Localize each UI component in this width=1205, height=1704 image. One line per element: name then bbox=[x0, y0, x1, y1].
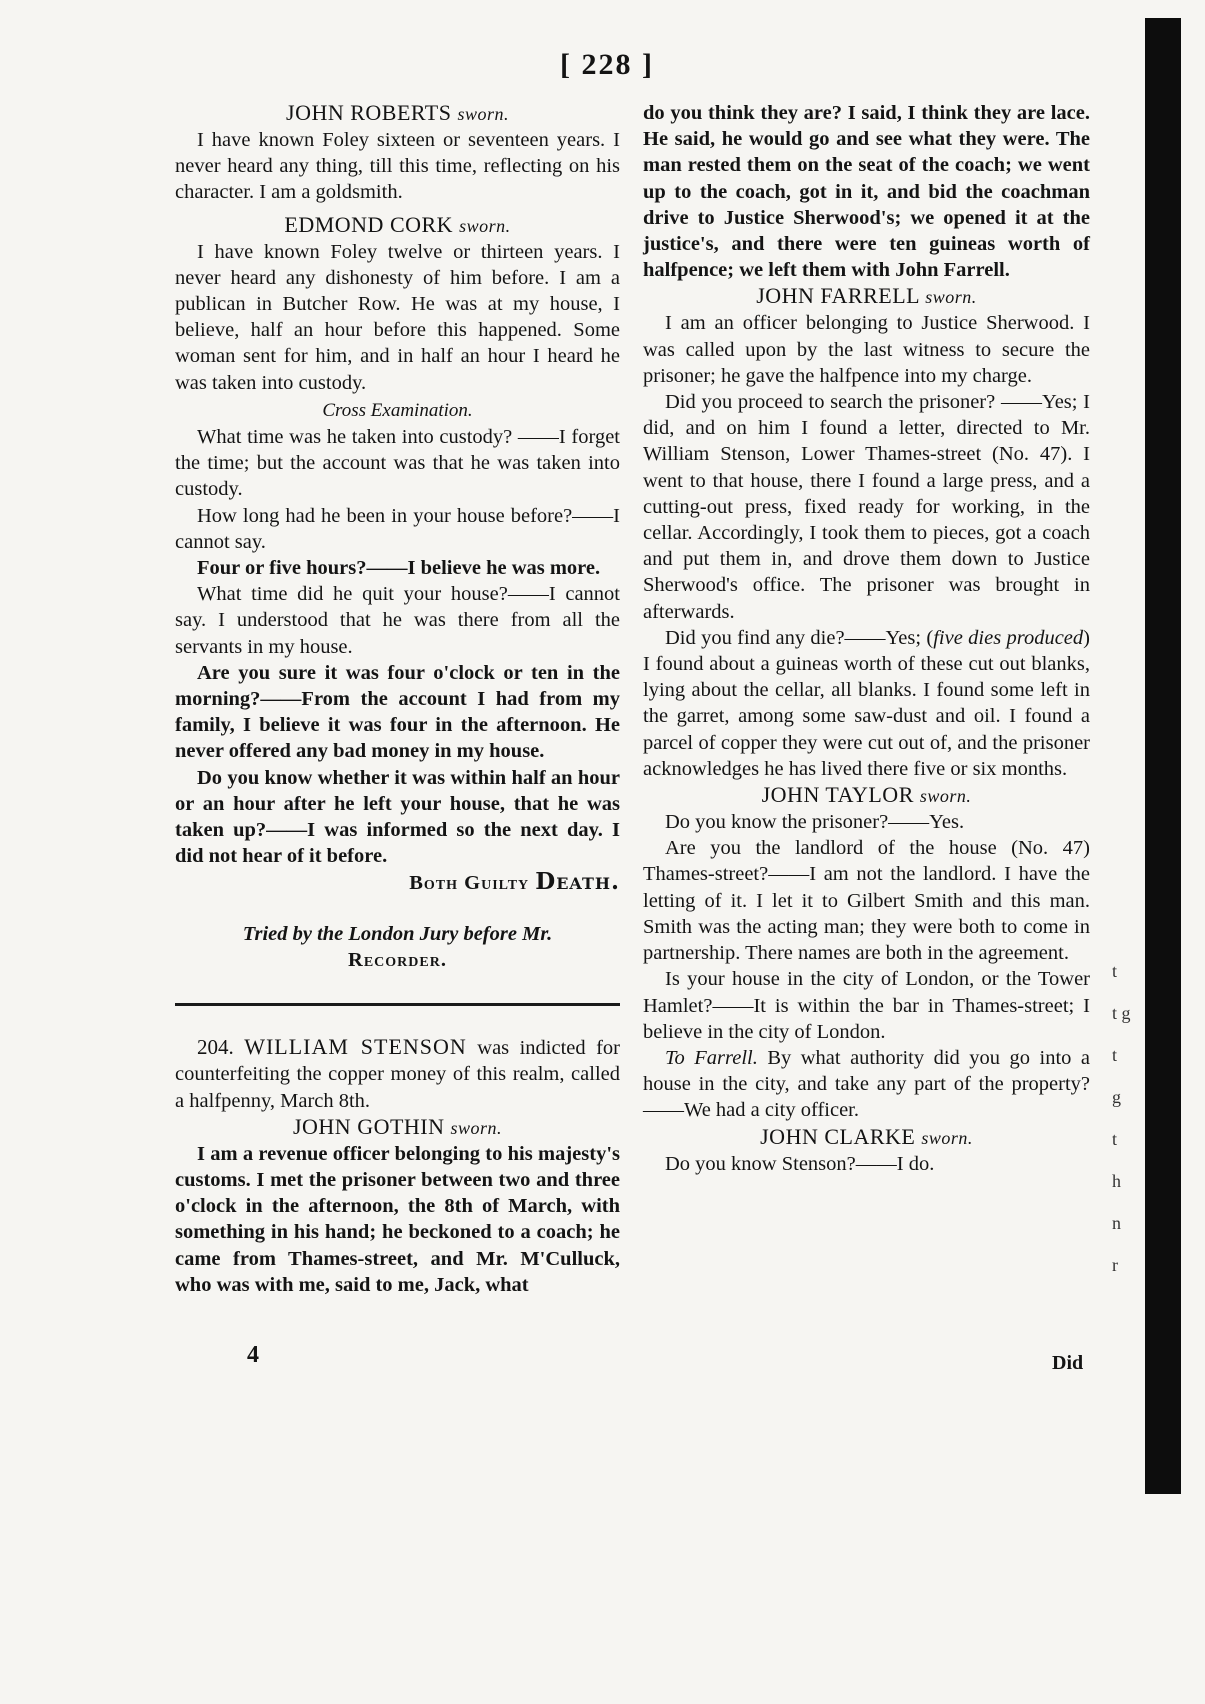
sentence-text: Death. bbox=[535, 868, 620, 896]
witness-name: JOHN CLARKE bbox=[760, 1123, 916, 1149]
testimony-paragraph: Do you know the prisoner?——Yes. bbox=[665, 811, 965, 834]
sworn-label: sworn. bbox=[459, 215, 511, 236]
trial-note bbox=[175, 921, 620, 973]
testimony-paragraph: I am a revenue officer belonging to his majesty's customs. I met the prisoner between two and three o'clock in the afternoon, the 8th of March, with something in his hand; he beckoned to a coach; he came from Thames-street, and Mr. M'Culluck, who was with me, said to me, Jack, what bbox=[175, 1142, 620, 1296]
testimony-paragraph: Is your house in the city of London, or the Tower Hamlet?——It is within the bar in Thames-street; I believe in the city of London. bbox=[643, 968, 1090, 1043]
witness-heading-taylor bbox=[643, 782, 1090, 809]
case-number: 204. bbox=[197, 1035, 234, 1060]
bleed-letter: t g bbox=[1112, 1003, 1131, 1023]
testimony-paragraph: How long had he been in your house before?——I cannot say. bbox=[175, 504, 620, 553]
verdict-text: Both Guilty bbox=[409, 872, 530, 895]
text-run: Did you find any die?——Yes; ( bbox=[665, 626, 934, 649]
testimony-paragraph bbox=[643, 1045, 1090, 1124]
catchword: Did bbox=[1052, 1352, 1084, 1374]
testimony-paragraph: Are you the landlord of the house (No. 47) Thames-street?——I am not the landlord. I have the letting of it. I let it to Gilbert Smith and this man. Smith was the acting man; they were both to come in partnership. There names are both in the agreement. bbox=[643, 837, 1090, 965]
right-column bbox=[643, 100, 1090, 1177]
text-run: By what authority did you go into a house in the city, and take any part of the property?——We had a city officer. bbox=[643, 1046, 1090, 1122]
page-edge-shadow bbox=[1145, 18, 1181, 1494]
section-divider bbox=[175, 1003, 620, 1006]
charge-text: was indicted for counterfeiting the copper money of this realm, called a halfpenny, March 8th. bbox=[175, 1037, 621, 1112]
bleed-letter: t bbox=[1112, 1045, 1118, 1065]
witness-heading-roberts bbox=[175, 100, 620, 127]
testimony-paragraph: Did you proceed to search the prisoner? ——Yes; I did, and on him I found a letter, directed to Mr. William Stenson, Lower Thames-street (No. 47). I went to that house, there I found a large press, and a cutting-out press, fixed ready for working, in the cellar. Accordingly, I took them to pieces, got a coach and put them in, and drove them down to Justice Sherwood's office. The prisoner was brought in afterwards. bbox=[643, 391, 1090, 623]
witness-heading-farrell bbox=[643, 283, 1090, 310]
exhibit-note: five dies produced bbox=[933, 626, 1084, 649]
testimony-paragraph: I am an officer belonging to Justice Sherwood. I was called upon by the last witness to secure the prisoner; he gave the halfpence into my charge. bbox=[643, 312, 1090, 387]
witness-heading-cork bbox=[175, 212, 620, 239]
verdict bbox=[175, 869, 620, 896]
testimony-paragraph: do you think they are? I said, I think they are lace. He said, he would go and see what they were. The man rested them on the seat of the coach; we went up to the coach, got in it, and bid the coachman drive to Justice Sherwood's; we opened it at the justice's, and there were ten guineas worth of halfpence; we left them with John Farrell. bbox=[643, 102, 1090, 282]
bleed-letter: h bbox=[1112, 1171, 1121, 1191]
testimony-paragraph: What time was he taken into custody? ——I forget the time; but the account was that he was taken into custody. bbox=[175, 426, 620, 501]
testimony-paragraph: Do you know Stenson?——I do. bbox=[665, 1152, 935, 1175]
bleed-letter: g bbox=[1112, 1087, 1121, 1107]
testimony-paragraph: I have known Foley twelve or thirteen years. I never heard any dishonesty of him before. I am a publican in Butcher Row. He was at my house, I believe, half an hour before this happened. Some woman sent for him, and in half an hour I heard he was taken into custody. bbox=[175, 240, 620, 394]
witness-name: JOHN ROBERTS bbox=[286, 100, 452, 125]
witness-heading-clarke bbox=[643, 1124, 1090, 1151]
left-column bbox=[175, 100, 620, 1298]
witness-name: EDMOND CORK bbox=[284, 211, 454, 237]
page-number: [ 228 ] bbox=[560, 48, 654, 81]
bleed-letter: r bbox=[1112, 1255, 1118, 1275]
witness-name: JOHN GOTHIN bbox=[292, 1113, 445, 1139]
witness-name: JOHN FARRELL bbox=[756, 283, 920, 309]
facing-page-bleed bbox=[1112, 950, 1131, 1286]
recorder-text: Recorder. bbox=[348, 948, 447, 971]
sworn-label: sworn. bbox=[925, 287, 977, 308]
addressee: To Farrell. bbox=[665, 1046, 758, 1069]
bleed-letter: t bbox=[1112, 961, 1118, 981]
testimony-paragraph bbox=[643, 625, 1090, 782]
sworn-label: sworn. bbox=[450, 1117, 503, 1138]
testimony-paragraph: Four or five hours?——I believe he was more. bbox=[197, 557, 601, 580]
cross-examination-heading: Cross Examination. bbox=[322, 399, 473, 421]
case-header bbox=[175, 1034, 620, 1114]
sworn-label: sworn. bbox=[457, 104, 509, 124]
witness-heading-gothin bbox=[175, 1114, 620, 1141]
sworn-label: sworn. bbox=[919, 786, 972, 807]
testimony-paragraph: I have known Foley sixteen or seventeen years. I never heard any thing, till this time, reflecting on his character. I am a goldsmith. bbox=[175, 129, 620, 204]
witness-name: JOHN TAYLOR bbox=[761, 782, 914, 808]
testimony-paragraph: What time did he quit your house?——I cannot say. I understood that he was there from all the servants in my house. bbox=[175, 583, 620, 658]
trial-note-text: Tried by the London Jury before Mr. bbox=[242, 922, 553, 945]
defendant-name: WILLIAM STENSON bbox=[244, 1034, 467, 1060]
bleed-letter: t bbox=[1112, 1129, 1118, 1149]
testimony-paragraph: Do you know whether it was within half an hour or an hour after he left your house, that he was taken up?——I was informed so the next day. I did not hear of it before. bbox=[175, 766, 620, 868]
text-run: ) I found about a guineas worth of these cut out blanks, lying about the cellar, all blanks. I found some left in the garret, among some saw-dust and oil. I found a parcel of copper they were cut out of, and the prisoner acknowledges he has lived there five or six months. bbox=[643, 626, 1090, 780]
sworn-label: sworn. bbox=[921, 1127, 973, 1148]
signature-mark: 4 bbox=[247, 1342, 259, 1368]
bleed-letter: n bbox=[1112, 1213, 1121, 1233]
testimony-paragraph: Are you sure it was four o'clock or ten in the morning?——From the account I had from my family, I believe it was four in the afternoon. He never offered any bad money in my house. bbox=[175, 661, 620, 763]
